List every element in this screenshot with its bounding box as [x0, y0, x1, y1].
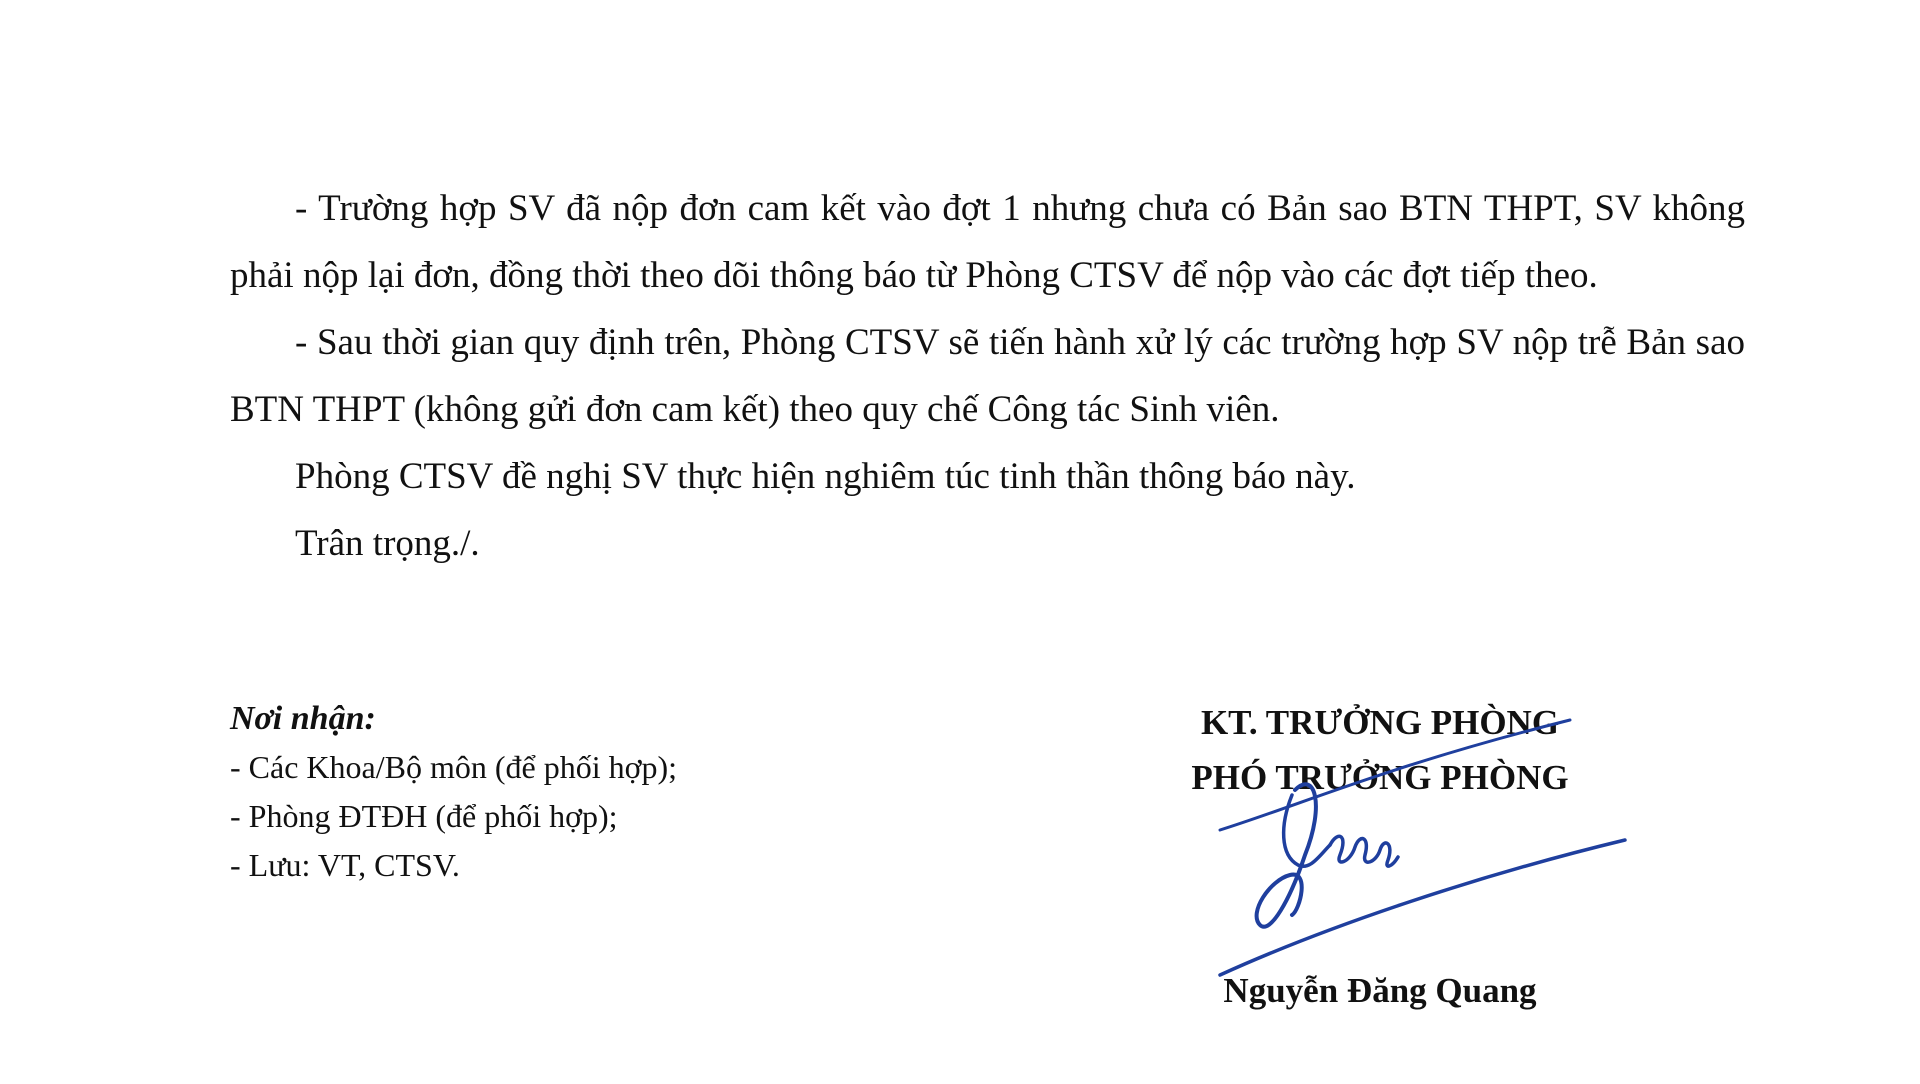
- recipients-block: [230, 694, 677, 890]
- paragraph-3: Phòng CTSV đề nghị SV thực hiện nghiêm túc tinh thần thông báo này.: [295, 456, 1356, 497]
- recipients-title: Nơi nhận:: [230, 700, 376, 737]
- paragraph-2: - Sau thời gian quy định trên, Phòng CTSV sẽ tiến hành xử lý các trường hợp SV nộp trễ Bản sao BTN THPT (không gửi đơn cam kết) theo quy chế Công tác Sinh viên.: [230, 322, 1745, 430]
- recipient-item: - Các Khoa/Bộ môn (để phối hợp);: [230, 749, 678, 785]
- signer-title-line1: KT. TRƯỞNG PHÒNG: [1200, 703, 1560, 742]
- recipient-item: - Lưu: VT, CTSV.: [230, 847, 460, 883]
- handwritten-signature: [1180, 735, 1640, 1000]
- signer-name: Nguyễn Đăng Quang: [1223, 971, 1537, 1010]
- paragraph-4: Trân trọng./.: [295, 523, 480, 564]
- signer-title-line2: PHÓ TRƯỞNG PHÒNG: [1191, 758, 1569, 797]
- paragraph-1: - Trường hợp SV đã nộp đơn cam kết vào đợt 1 nhưng chưa có Bản sao BTN THPT, SV không phải nộp lại đơn, đồng thời theo dõi thông báo từ Phòng CTSV để nộp vào các đợt tiếp theo.: [230, 188, 1745, 296]
- document-body: [230, 175, 1745, 577]
- recipient-item: - Phòng ĐTĐH (để phối hợp);: [230, 798, 618, 834]
